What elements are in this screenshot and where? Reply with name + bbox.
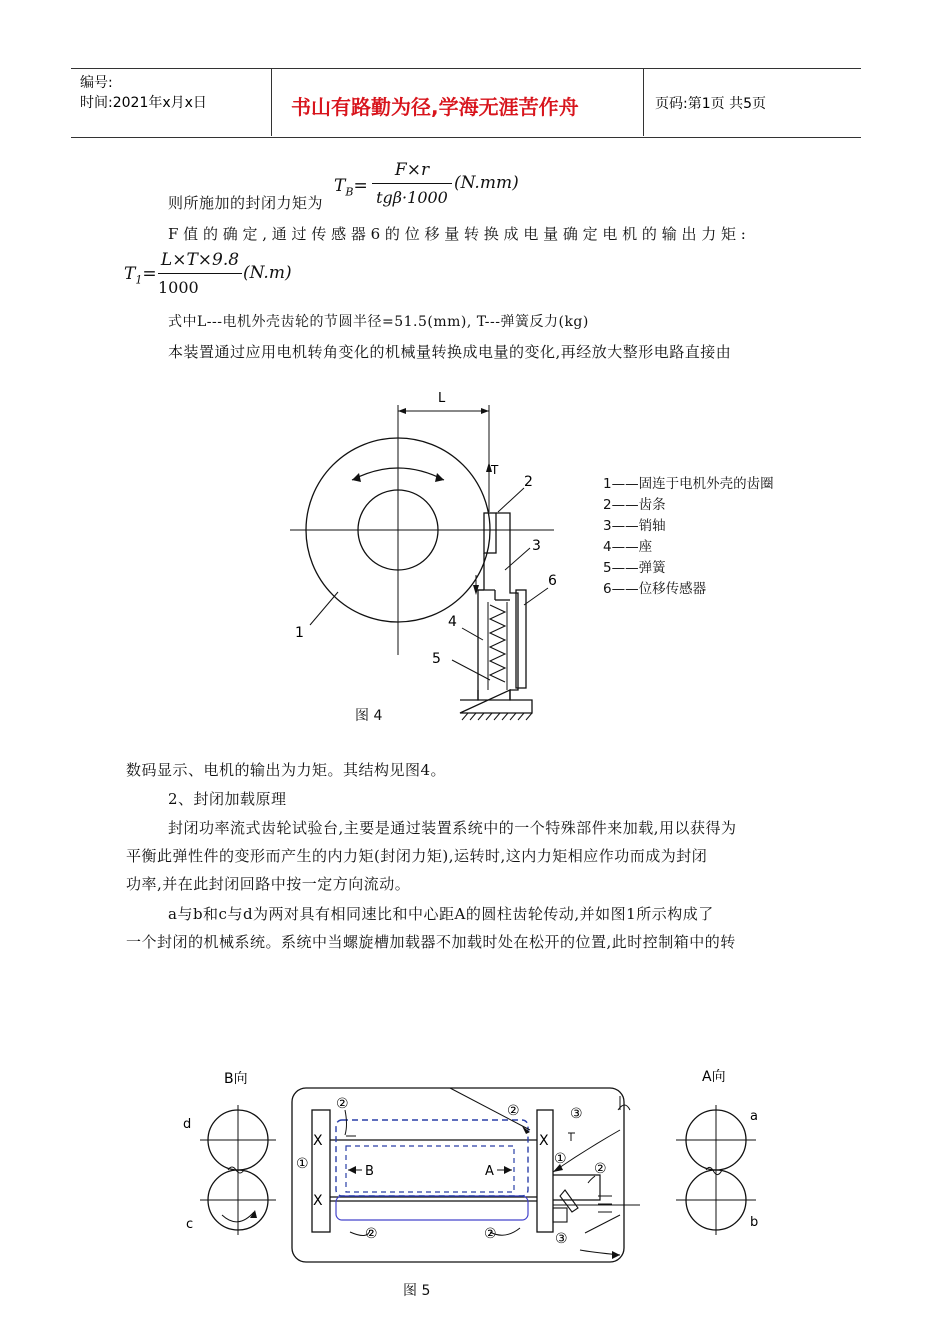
- x-mark: X: [313, 1193, 323, 1209]
- circled-number: ②: [594, 1161, 607, 1177]
- legend-item: 4——座: [603, 539, 653, 555]
- paragraph-line: 本装置通过应用电机转角变化的机械量转换成电量的变化,再经放大整形电路直接由: [168, 343, 732, 361]
- label-c: c: [186, 1217, 194, 1232]
- x-mark: X: [313, 1133, 323, 1149]
- page-number-label: 页码:第1页 共5页: [655, 96, 766, 112]
- formula-t1-denominator: 1000: [158, 278, 199, 297]
- circled-number: ②: [365, 1226, 378, 1242]
- arrow-icon: [435, 473, 444, 482]
- circled-number: ③: [570, 1106, 583, 1122]
- label-b-view: B向: [224, 1071, 248, 1087]
- label-a-view: A向: [702, 1069, 726, 1085]
- figure-4-caption: 图 4: [355, 708, 383, 724]
- label-b: b: [750, 1215, 759, 1230]
- circled-number: ①: [296, 1156, 309, 1172]
- left-gearbox: [312, 1110, 330, 1232]
- section-heading: 2、封闭加载原理: [168, 790, 287, 808]
- arrow-icon: [250, 1210, 257, 1218]
- paragraph-line: 平衡此弹性件的变形而产生的内力矩(封闭力矩),运转时,这内力矩相应作功而成为封闭: [126, 847, 708, 865]
- label-6: 6: [548, 573, 557, 589]
- spring: [490, 605, 505, 682]
- paragraph-line: F 值 的 确 定 , 通 过 传 感 器 6 的 位 移 量 转 换 成 电 量 确 定 电 机 的 输 出 力 矩 :: [168, 225, 746, 243]
- arrow-icon: [522, 1126, 530, 1134]
- formula-tb-numerator: F×r: [394, 160, 430, 180]
- closed-loop-frame: [336, 1120, 528, 1196]
- header-motto: 书山有路勤为径,学海无涯苦作舟: [291, 95, 579, 119]
- arrow-icon: [612, 1251, 620, 1259]
- legend-item: 5——弹簧: [603, 560, 666, 576]
- label-4: 4: [448, 614, 457, 630]
- legend-item: 1——固连于电机外壳的齿圈: [603, 476, 774, 492]
- paragraph-line: 功率,并在此封闭回路中按一定方向流动。: [126, 875, 411, 893]
- header-divider: [643, 68, 644, 136]
- circled-number: ②: [336, 1096, 349, 1112]
- arrow-icon: [352, 473, 361, 482]
- formula-tb-unit: (N.mm): [454, 173, 519, 193]
- circled-number: ②: [507, 1103, 520, 1119]
- arrow-icon: [348, 1166, 356, 1174]
- power-loop: [336, 1196, 528, 1220]
- circled-number: ②: [484, 1226, 497, 1242]
- label-d: d: [183, 1117, 192, 1132]
- formula-t1-lhs: $T_1=$: [124, 264, 157, 287]
- label-A: A: [485, 1164, 494, 1179]
- fraction-bar: [372, 183, 452, 184]
- label-1: 1: [295, 625, 304, 641]
- paragraph-line: 一个封闭的机械系统。系统中当螺旋槽加载器不加载时处在松开的位置,此时控制箱中的转: [126, 933, 736, 951]
- formula-tb-lhs: $T_B=$: [334, 176, 368, 199]
- label-B: B: [365, 1164, 374, 1179]
- label-a: a: [750, 1109, 758, 1124]
- legend-item: 6——位移传感器: [603, 581, 707, 597]
- legend-item: 2——齿条: [603, 497, 666, 513]
- arrow-icon: [398, 408, 406, 414]
- header-divider: [271, 68, 272, 136]
- base: [460, 690, 532, 713]
- paragraph-line: 封闭功率流式齿轮试验台,主要是通过装置系统中的一个特殊部件来加载,用以获得为: [168, 819, 737, 837]
- doc-number-label: 编号:: [80, 75, 113, 91]
- label-5: 5: [432, 651, 441, 667]
- label-T: T: [491, 463, 499, 477]
- circled-number: ①: [554, 1151, 567, 1167]
- figure-5-caption: 图 5: [403, 1283, 431, 1299]
- paragraph-line: a与b和c与d为两对具有相同速比和中心距A的圆柱齿轮传动,并如图1所示构成了: [168, 905, 714, 923]
- paragraph-line: 式中L---电机外壳齿轮的节圆半径=51.5(mm), T---弹簧反力(kg): [168, 314, 589, 330]
- formula-t1-numerator: L×T×9.8: [160, 250, 240, 270]
- right-gearbox: [537, 1110, 553, 1232]
- paragraph-line: 则所施加的封闭力矩为: [168, 194, 324, 212]
- label-3: 3: [532, 538, 541, 554]
- fraction-bar: [158, 273, 242, 274]
- arrow-icon: [504, 1166, 512, 1174]
- ground-hatch: [462, 713, 532, 720]
- label-L: L: [438, 391, 446, 406]
- figure-5-diagram: [170, 1060, 770, 1280]
- formula-tb-denominator: tgβ·1000: [376, 188, 448, 207]
- formula-t1-unit: (N.m): [243, 263, 292, 283]
- arrow-icon: [481, 408, 489, 414]
- figure-4-legend: [603, 472, 774, 598]
- paragraph-line: 数码显示、电机的输出为力矩。其结构见图4。: [126, 761, 447, 779]
- legend-item: 3——销轴: [603, 518, 666, 534]
- x-mark: X: [539, 1133, 549, 1149]
- figure-4-diagram: [270, 380, 870, 725]
- label-2: 2: [524, 474, 533, 490]
- circled-number: ③: [555, 1231, 568, 1247]
- doc-time-label: 时间:2021年x月x日: [80, 95, 207, 111]
